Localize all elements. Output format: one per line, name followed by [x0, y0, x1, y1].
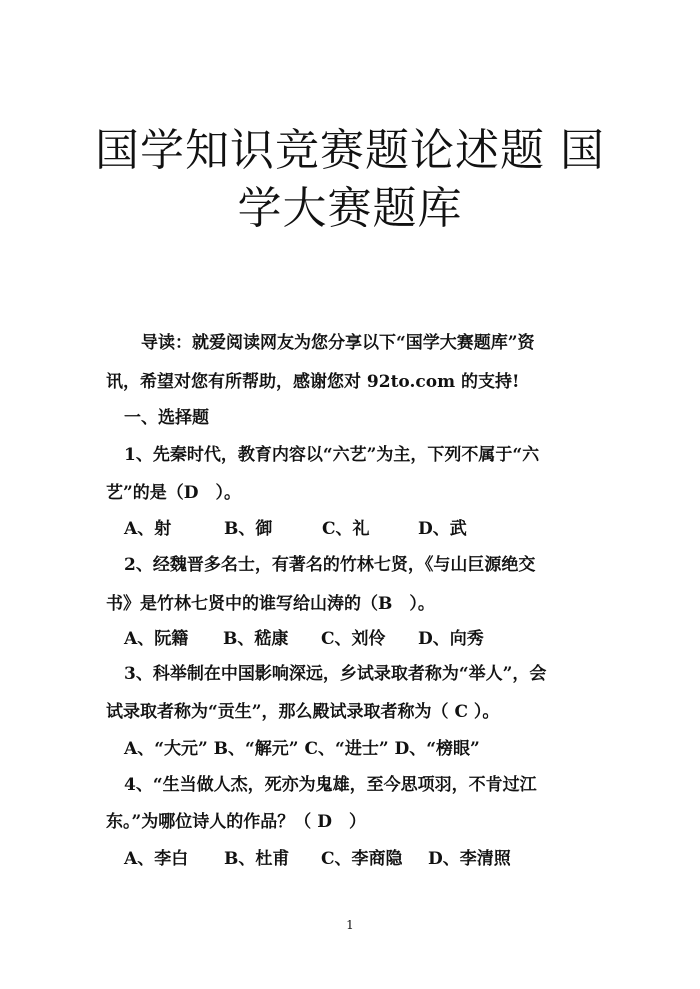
- question-1-option-d: D、武: [418, 519, 467, 539]
- question-4-line-2: 东。”为哪位诗人的作品？（ D ）: [106, 812, 366, 832]
- section-heading: 一、选择题: [124, 408, 209, 428]
- question-1-option-b: B、御: [224, 519, 273, 539]
- intro-line-2: 讯，希望对您有所帮助，感谢您对 92to.com 的支持!: [106, 372, 520, 392]
- question-3-line-2: 试录取者称为“贡生”，那么殿试录取者称为（ C ）。: [106, 702, 500, 722]
- question-4-option-d: D、李清照: [428, 849, 511, 869]
- question-1-option-c: C、礼: [322, 519, 370, 539]
- document-title: [60, 122, 640, 238]
- question-4-option-a: A、李白: [124, 849, 189, 869]
- question-3-line-1: 3、科举制在中国影响深远，乡试录取者称为“举人”，会: [124, 664, 547, 684]
- question-2-line-2: 书》是竹林七贤中的谁写给山涛的（B ）。: [106, 594, 435, 614]
- page-number: 1: [346, 918, 354, 932]
- question-1-option-a: A、射: [124, 519, 172, 539]
- question-2-option-a: A、阮籍: [124, 629, 189, 649]
- question-1-line-2: 艺”的是（D ）。: [106, 483, 242, 503]
- question-4-option-b: B、杜甫: [224, 849, 290, 869]
- title-line-2: 学大赛题库: [237, 183, 463, 234]
- question-2-option-b: B、嵇康: [223, 629, 289, 649]
- question-4-option-c: C、李商隐: [321, 849, 403, 869]
- question-2-option-d: D、向秀: [418, 629, 484, 649]
- question-2-line-1: 2、经魏晋多名士，有著名的竹林七贤，《与山巨源绝交: [124, 555, 536, 575]
- intro-line-1: 导读：就爱阅读网友为您分享以下“国学大赛题库”资: [141, 333, 535, 353]
- question-3-options: A、“大元” B、“解元” C、“进士” D、“榜眼”: [124, 739, 480, 759]
- question-2-option-c: C、刘伶: [321, 629, 386, 649]
- question-4-line-1: 4、“生当做人杰，死亦为鬼雄，至今思项羽，不肯过江: [124, 775, 537, 795]
- question-1-line-1: 1、先秦时代，教育内容以“六艺”为主，下列不属于“六: [124, 445, 540, 465]
- title-line-1: 国学知识竞赛题论述题 国: [95, 125, 605, 176]
